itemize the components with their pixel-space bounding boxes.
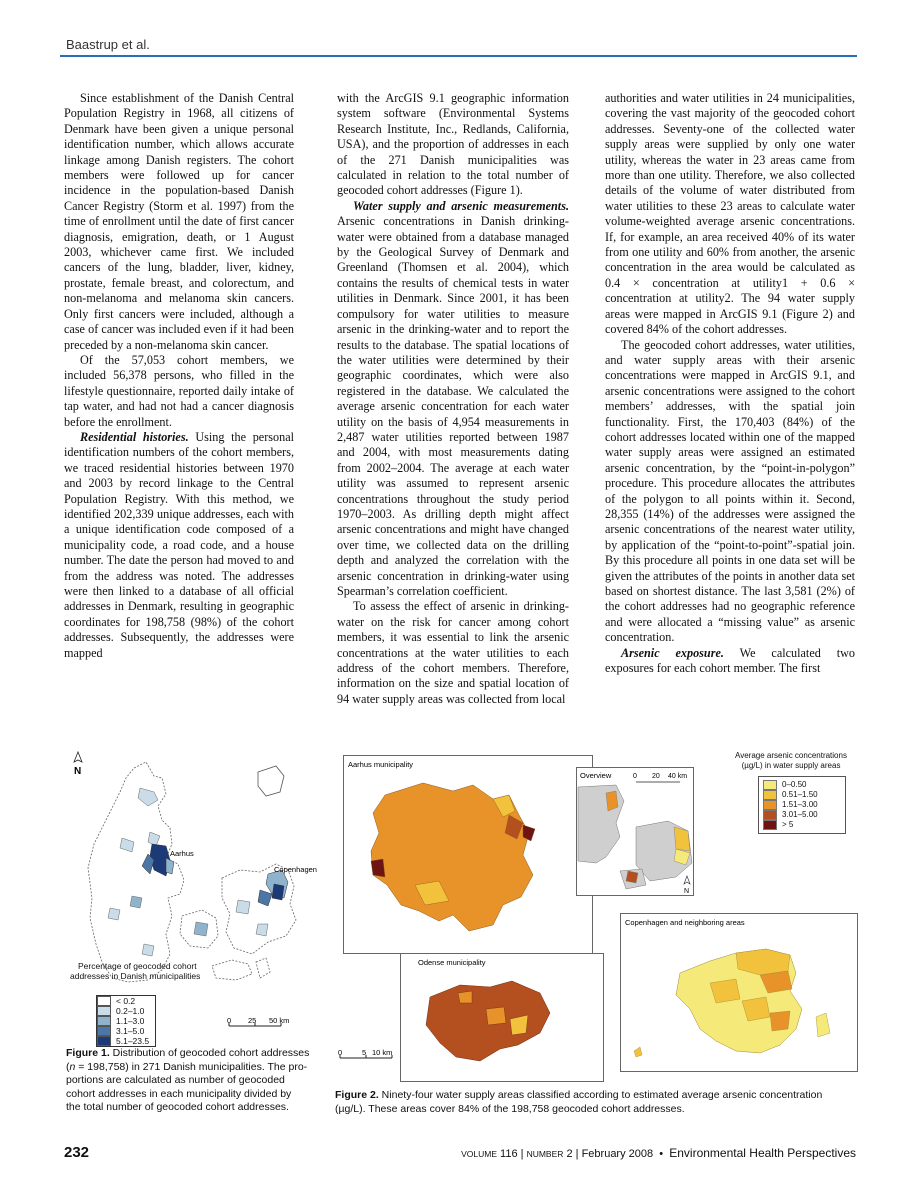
figure-1-legend xyxy=(70,961,320,1047)
copenhagen-panel xyxy=(620,913,858,1073)
caption-text: the total number of geocoded cohort addresses. xyxy=(66,1101,289,1113)
municipality-shape xyxy=(236,900,250,914)
caption-text: Ninety-four water supply areas classified according to estimated average arsenic concentration xyxy=(378,1089,823,1101)
footer-separator: | xyxy=(575,1148,579,1160)
legend-swatch xyxy=(763,790,777,800)
running-head: Baastrup et al. xyxy=(66,37,150,52)
caption-text: cohort addresses in each municipality divided by xyxy=(66,1087,292,1100)
legend-swatch xyxy=(97,1006,111,1016)
figure-1-scale-bar xyxy=(225,1016,295,1030)
legend-title: Average arsenic concentrations xyxy=(735,751,847,760)
legend-item xyxy=(763,790,841,800)
legend-item xyxy=(97,996,155,1006)
legend-label: 1.51–3.00 xyxy=(782,800,818,810)
caption-text: portions are calculated as number of geocoded xyxy=(66,1074,285,1086)
legend-item xyxy=(97,1026,155,1036)
scale-tick-label: 20 xyxy=(652,773,660,780)
legend-label: 3.1–5.0 xyxy=(116,1026,145,1036)
caption-text: n xyxy=(69,1060,76,1073)
legend-label: 0.2–1.0 xyxy=(116,1006,145,1016)
copenhagen-label: Copenhagen xyxy=(274,865,317,874)
odense-panel xyxy=(400,953,604,1083)
scale-tick-label: 0 xyxy=(633,773,637,780)
legend-title: Percentage of geocoded cohort xyxy=(78,961,197,971)
scale-tick-label: 40 km xyxy=(668,773,688,780)
legend-swatch xyxy=(97,996,111,1006)
legend-swatch xyxy=(763,780,777,790)
copenhagen-municipality xyxy=(272,884,284,900)
footer-text: 2 xyxy=(563,1148,576,1160)
legend-item xyxy=(763,820,841,830)
scale-tick-label: 25 xyxy=(248,1016,257,1025)
legend-label: 0.51–1.50 xyxy=(782,790,818,800)
water-supply-area xyxy=(770,1011,790,1031)
scale-tick-label: 0 xyxy=(338,1048,343,1057)
panel-label: Overview xyxy=(580,771,612,780)
paragraph xyxy=(605,646,855,677)
figure-2-scale-bar xyxy=(336,1047,406,1063)
journal-footer xyxy=(461,1146,856,1160)
legend-swatch xyxy=(97,1036,111,1046)
header-rule xyxy=(60,55,857,57)
legend-swatch xyxy=(763,820,777,830)
footer-text: 116 xyxy=(497,1148,521,1160)
water-supply-area xyxy=(371,859,385,877)
paragraph: with the ArcGIS 9.1 geographic information system software (Environmental Systems Research Institute, Inc., Redlands, California, USA), and the proportion of addresses in each of the 271 Danish municipalities was calculated in relation to the total number of geocoded cohort addresses (Figure 1). xyxy=(337,91,569,198)
scale-tick-label: 50 km xyxy=(269,1016,290,1025)
caption-text: (µg/L). These areas cover 84% of the 198,758 geocoded cohort addresses. xyxy=(335,1102,685,1115)
paragraph xyxy=(64,430,294,661)
legend-item xyxy=(97,1016,155,1026)
legend-label: < 0.2 xyxy=(116,996,136,1006)
north-label: N xyxy=(74,766,82,777)
footer-text: VOLUME xyxy=(461,1149,497,1159)
footer-bullet: • xyxy=(659,1148,664,1160)
municipality-shape xyxy=(256,924,268,936)
municipality-shape xyxy=(194,922,208,936)
figure-2-caption xyxy=(335,1089,860,1116)
caption-label: Figure 1. xyxy=(66,1047,110,1059)
paragraph: Of the 57,053 cohort members, we included 56,378 persons, who filled in the lifestyle questionnaire, reported daily intake of tap water, and had not had a cancer diagnosis before the enrollment. xyxy=(64,352,294,429)
legend-label: 0–0.50 xyxy=(782,780,807,790)
run-in-heading: Residential histories. xyxy=(80,429,189,444)
paragraph: The geocoded cohort addresses, water utilities, and water supply areas with their arsenic concentrations were mapped in ArcGIS 9.1, and arsenic concentrations were assigned to the cohort members’ addresses, with the spatial join functionality. First, the 170,403 (84%) of the cohort addresses located within one of the mapped water supply areas were assigned an estimated arsenic concentration, by the “point-in-polygon” procedure. This procedure allocates the attributes of the polygon to all points within it. Second, 28,355 (14%) of the addresses were assigned the arsenic concentrations of the nearest water utility, by application of the “point-to-point”-spatial join. By this procedure all points in one data set will be given the attributes of the points in another data set based on shortest distance. The last 3,581 (2%) of the cohort addresses had no geographic reference and were allocated a “missing value” as arsenic concentration. xyxy=(605,337,855,645)
footer-date: February 2008 xyxy=(581,1148,654,1160)
north-label: N xyxy=(684,888,690,895)
legend-swatch xyxy=(763,810,777,820)
legend-items xyxy=(758,776,846,834)
legend-item xyxy=(97,1006,155,1016)
legend-title: addresses in Danish municipalities xyxy=(70,971,201,981)
bornholm-island xyxy=(258,766,284,796)
scale-tick-label: 10 km xyxy=(372,1048,393,1057)
overview-panel xyxy=(576,767,694,897)
water-supply-area xyxy=(486,1007,506,1025)
panel-label: Aarhus municipality xyxy=(348,760,414,769)
legend-item xyxy=(763,810,841,820)
text-column-3 xyxy=(605,91,855,676)
scale-tick-label: 0 xyxy=(227,1016,232,1025)
municipality-shape xyxy=(108,908,120,920)
paragraph xyxy=(337,199,569,600)
legend-label: 5.1–23.5 xyxy=(116,1036,150,1046)
text-column-1 xyxy=(64,91,294,661)
paragraph-text: We calculated two exposures for each cohort member. The first xyxy=(605,645,856,676)
water-supply-area xyxy=(626,871,638,883)
scale-tick-label: 5 xyxy=(362,1048,367,1057)
run-in-heading: Arsenic exposure. xyxy=(621,645,724,660)
paragraph: authorities and water utilities in 24 municipalities, covering the vast majority of the geocoded cohort addresses. Seventy-one of the collected water supply areas were supplied by only one water utility, whereas the water in 23 areas came from more than one utility. Therefore, we also collected details of the volume of water distributed from water utilities to these 23 areas to calculate water volume-weighted average arsenic concentrations. If, for example, an area received 40% of its water from one utility and 60% from another, the arsenic concentration in the area would be calculated as 0.4 × concentration at utility1 + 0.6 × concentration at utility2. The 94 water supply areas were mapped in ArcGIS 9.1 (Figure 2) and covered 84% of the cohort addresses. xyxy=(605,91,855,337)
municipality-shape xyxy=(130,896,142,908)
legend-item xyxy=(97,1036,155,1046)
paragraph-text: Using the personal identification numbers of the cohort members, we traced residential histories between 1970 and 2003 by record linkage to the Central Population Registry. With this method, we identified 202,339 unique addresses, each with a unique identification code composed of a municipality code, a road code, and a house number. The date the person had moved to and from the address was noted. The addresses were then linked to a database of all official addresses in Denmark, resulting in geographic coordinates for 198,758 (98%) of the cohort addresses. Subsequently, the addresses were mapped xyxy=(64,429,295,660)
text-column-2 xyxy=(337,91,569,707)
caption-text: Distribution of geocoded cohort addresses xyxy=(109,1047,310,1059)
panel-label: Copenhagen and neighboring areas xyxy=(625,918,745,927)
north-arrow-icon xyxy=(74,752,82,777)
legend-swatch xyxy=(97,1016,111,1026)
page-number: 232 xyxy=(64,1144,90,1161)
water-supply-area xyxy=(458,991,472,1003)
legend-swatch xyxy=(763,800,777,810)
footer-text: NUMBER xyxy=(526,1149,564,1159)
legend-items xyxy=(96,995,156,1047)
panel-label: Odense municipality xyxy=(418,958,486,967)
caption-text: = 198,758) in 271 Danish municipalities. The pro- xyxy=(75,1060,308,1073)
footer-separator: | xyxy=(520,1148,524,1160)
caption-label: Figure 2. xyxy=(335,1089,379,1101)
legend-swatch xyxy=(97,1026,111,1036)
figure-1-caption: Figure 1. Distribution of geocoded cohort addresses (n = 198,758) in 271 Danish municipalities. The pro- portions are calculated as number of geocoded cohort addresses in each municipality divided by the total number of geocoded cohort addresses. xyxy=(66,1047,320,1115)
legend-label: 1.1–3.0 xyxy=(116,1016,145,1026)
legend-title: (µg/L) in water supply areas xyxy=(741,760,841,770)
aarhus-municipality-panel xyxy=(343,755,593,955)
paragraph-text: Arsenic concentrations in Danish drinking-water were obtained from a database managed by the Geological Survey of Denmark and Greenland (Thomsen et al. 2004), which contains the results of chemical tests in water utilities in Denmark. Since 2001, it has been compulsory for water utilities to measure arsenic in the drinking-water and to report the results to the database. The spatial locations of the water utilities were determined by their geographic coordinates, which were also registered in the database. We calculated the average arsenic concentration for each water utility on the basis of 4,954 measurements in 2,487 water utilities reported between 1987 and 2004, with most measurements dating from 2002–2004. The average at each water utility was assumed to represent arsenic concentrations throughout the study period 1970–2003. As drilling depth might affect arsenic concentrations and might have changed over time, we collected data on the drilling depth and analyzed the correlation with the arsenic concentration in drinking-water using Spearman’s correlation coefficient. xyxy=(337,214,569,598)
legend-item xyxy=(763,780,841,790)
aarhus-label: Aarhus xyxy=(170,849,194,858)
legend-item xyxy=(763,800,841,810)
figure-2-legend xyxy=(726,751,856,834)
paragraph: To assess the effect of arsenic in drinking-water on the risk for cancer among cohort members, it was essential to link the arsenic concentrations at the water utilities to each address of the cohort members. Therefore, information on the size and spatial location of 94 water supply areas was collected from local xyxy=(337,599,569,706)
paragraph: Since establishment of the Danish Central Population Registry in 1968, all citizens of Denmark have been given a unique personal identification number, which allows accurate linkage among Danish registers. The cohort members were followed up for cancer incidence in the population-based Danish Cancer Registry (Storm et al. 1997) from the time of enrollment until the date of first cancer diagnosis, emigration, death, or 1 August 2003, whichever came first. We included cancers of the lung, bladder, liver, kidney, prostate, female breast, and colorectum, and non-melanoma and melanoma skin cancers. Only first cancers were included, although a case of cancer was included even if it had been preceded by a non-melanoma skin cancer. xyxy=(64,91,294,352)
footer-journal-name: Environmental Health Perspectives xyxy=(669,1146,856,1160)
municipality-shape xyxy=(142,944,154,956)
legend-label: > 5 xyxy=(782,820,794,830)
legend-label: 3.01–5.00 xyxy=(782,810,818,820)
run-in-heading: Water supply and arsenic measurements. xyxy=(353,198,569,213)
